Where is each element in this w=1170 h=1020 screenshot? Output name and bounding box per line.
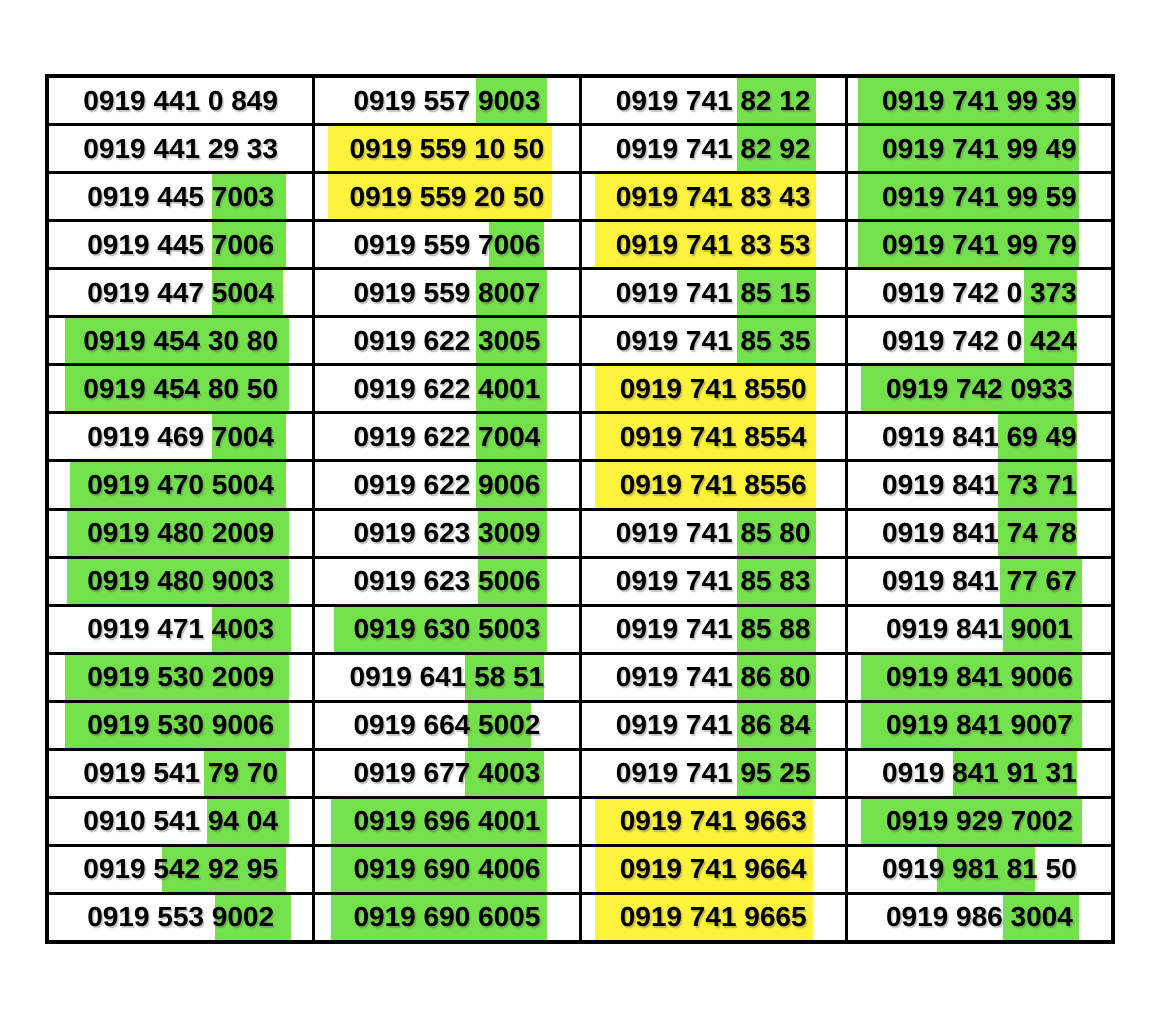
phone-number: 0919 741 8550 [619,372,807,404]
phone-number: 0919 445 7006 [87,228,275,260]
phone-number: 0919 841 9006 [885,661,1073,693]
phone-cell [315,462,578,507]
phone-number: 0919 981 81 50 [882,853,1077,885]
phone-number: 0919 986 3004 [885,901,1073,933]
phone-cell [49,511,312,556]
phone-cell [848,126,1111,171]
phone-number: 0919 741 83 43 [615,180,811,212]
phone-number: 0919 741 9664 [619,853,807,885]
phone-cell [315,607,578,652]
phone-cell [315,270,578,315]
phone-number: 0919 622 4001 [353,372,541,404]
phone-cell [49,703,312,748]
phone-number: 0919 664 5002 [353,709,541,741]
phone-cell [315,751,578,796]
phone-cell [582,895,845,940]
phone-number: 0919 559 10 50 [349,132,545,164]
phone-number: 0919 741 83 53 [615,228,811,260]
phone-number: 0919 677 4003 [353,757,541,789]
phone-cell [848,847,1111,892]
phone-cell [582,847,845,892]
phone-number: 0919 623 3009 [353,517,541,549]
phone-cell [49,174,312,219]
phone-cell [49,559,312,604]
phone-number: 0919 622 9006 [353,468,541,500]
phone-cell [582,751,845,796]
phone-number: 0919 741 82 12 [615,84,811,116]
phone-number: 0919 530 9006 [87,709,275,741]
phone-number: 0919 741 86 84 [615,709,811,741]
phone-cell [582,655,845,700]
phone-number: 0919 741 85 15 [615,276,811,308]
phone-number: 0919 557 9003 [353,84,541,116]
phone-number: 0919 741 99 49 [882,132,1077,164]
phone-number: 0919 623 5006 [353,565,541,597]
phone-number: 0919 690 4006 [353,853,541,885]
phone-cell [848,366,1111,411]
phone-number: 0919 929 7002 [885,805,1073,837]
phone-cell [848,895,1111,940]
phone-number: 0919 741 85 35 [615,324,811,356]
phone-cell [582,511,845,556]
phone-number: 0919 742 0 373 [882,276,1077,308]
phone-cell [848,559,1111,604]
phone-number: 0919 841 91 31 [882,757,1077,789]
phone-number: 0919 741 82 92 [615,132,811,164]
phone-number: 0919 741 95 25 [615,757,811,789]
phone-number: 0919 445 7003 [87,180,275,212]
phone-cell [848,318,1111,363]
phone-number: 0919 741 8556 [619,468,807,500]
phone-cell [315,703,578,748]
phone-cell [582,414,845,459]
phone-cell [315,559,578,604]
phone-cell [315,847,578,892]
phone-cell [315,895,578,940]
phone-number: 0919 553 9002 [87,901,275,933]
phone-cell [315,511,578,556]
phone-cell [582,462,845,507]
phone-number: 0919 454 80 50 [83,372,278,404]
phone-cell [315,318,578,363]
phone-number: 0919 469 7004 [87,420,275,452]
phone-cell [848,655,1111,700]
phone-number: 0919 542 92 95 [83,853,278,885]
phone-number: 0919 741 85 83 [615,565,811,597]
phone-cell [848,174,1111,219]
phone-cell [582,607,845,652]
phone-number: 0919 471 4003 [87,613,275,645]
phone-cell [49,222,312,267]
phone-cell [49,751,312,796]
phone-cell [848,511,1111,556]
phone-number: 0919 690 6005 [353,901,541,933]
phone-cell [848,607,1111,652]
phone-cell [582,174,845,219]
phone-number: 0910 541 94 04 [83,805,278,837]
phone-number: 0919 530 2009 [87,661,275,693]
phone-cell [315,799,578,844]
phone-number: 0919 741 99 79 [882,228,1077,260]
phone-cell [315,655,578,700]
phone-number: 0919 741 9663 [619,805,807,837]
phone-number: 0919 741 99 39 [882,84,1077,116]
phone-cell [49,270,312,315]
phone-cell [848,703,1111,748]
phone-cell [848,462,1111,507]
phone-cell [582,78,845,123]
phone-cell [315,414,578,459]
phone-cell [582,703,845,748]
phone-number: 0919 641 58 51 [349,661,545,693]
phone-cell [49,126,312,171]
phone-cell [582,799,845,844]
phone-number: 0919 741 99 59 [882,180,1077,212]
phone-cell [49,462,312,507]
phone-cell [49,366,312,411]
phone-number: 0919 841 74 78 [882,517,1077,549]
phone-number: 0919 841 9001 [885,613,1073,645]
phone-number: 0919 622 7004 [353,420,541,452]
phone-number: 0919 841 77 67 [882,565,1077,597]
phone-number: 0919 841 73 71 [882,468,1077,500]
phone-cell [848,414,1111,459]
phone-cell [49,318,312,363]
phone-number: 0919 741 86 80 [615,661,811,693]
phone-number: 0919 741 85 88 [615,613,811,645]
phone-number: 0919 841 69 49 [882,420,1077,452]
phone-cell [315,126,578,171]
phone-cell [582,366,845,411]
phone-cell [582,222,845,267]
phone-cell [848,270,1111,315]
phone-cell [315,222,578,267]
phone-number: 0919 559 8007 [353,276,541,308]
phone-number: 0919 841 9007 [885,709,1073,741]
phone-cell [582,318,845,363]
phone-number: 0919 441 29 33 [83,132,278,164]
phone-number: 0919 741 8554 [619,420,807,452]
phone-number: 0919 742 0 424 [882,324,1077,356]
phone-number: 0919 559 7006 [353,228,541,260]
phone-number: 0919 480 2009 [87,517,275,549]
phone-number: 0919 741 85 80 [615,517,811,549]
phone-cell [848,751,1111,796]
phone-cell [315,366,578,411]
phone-cell [49,799,312,844]
phone-number: 0919 742 0933 [885,372,1073,404]
phone-cell [848,222,1111,267]
phone-cell [49,414,312,459]
phone-number: 0919 559 20 50 [349,180,545,212]
phone-cell [848,78,1111,123]
phone-cell [315,78,578,123]
phone-cell [582,559,845,604]
phone-number: 0919 447 5004 [87,276,275,308]
phone-number: 0919 630 5003 [353,613,541,645]
phone-cell [315,174,578,219]
phone-number: 0919 541 79 70 [83,757,278,789]
phone-number: 0919 454 30 80 [83,324,278,356]
phone-cell [49,847,312,892]
phone-cell [49,655,312,700]
phone-number: 0919 441 0 849 [83,84,278,116]
phone-number: 0919 470 5004 [87,468,275,500]
phone-cell [848,799,1111,844]
phone-number: 0919 480 9003 [87,565,275,597]
phone-cell [49,895,312,940]
phone-number: 0919 622 3005 [353,324,541,356]
phone-cell [582,270,845,315]
phone-number-table [45,74,1115,944]
phone-cell [49,607,312,652]
phone-number: 0919 696 4001 [353,805,541,837]
phone-number: 0919 741 9665 [619,901,807,933]
phone-cell [49,78,312,123]
phone-cell [582,126,845,171]
